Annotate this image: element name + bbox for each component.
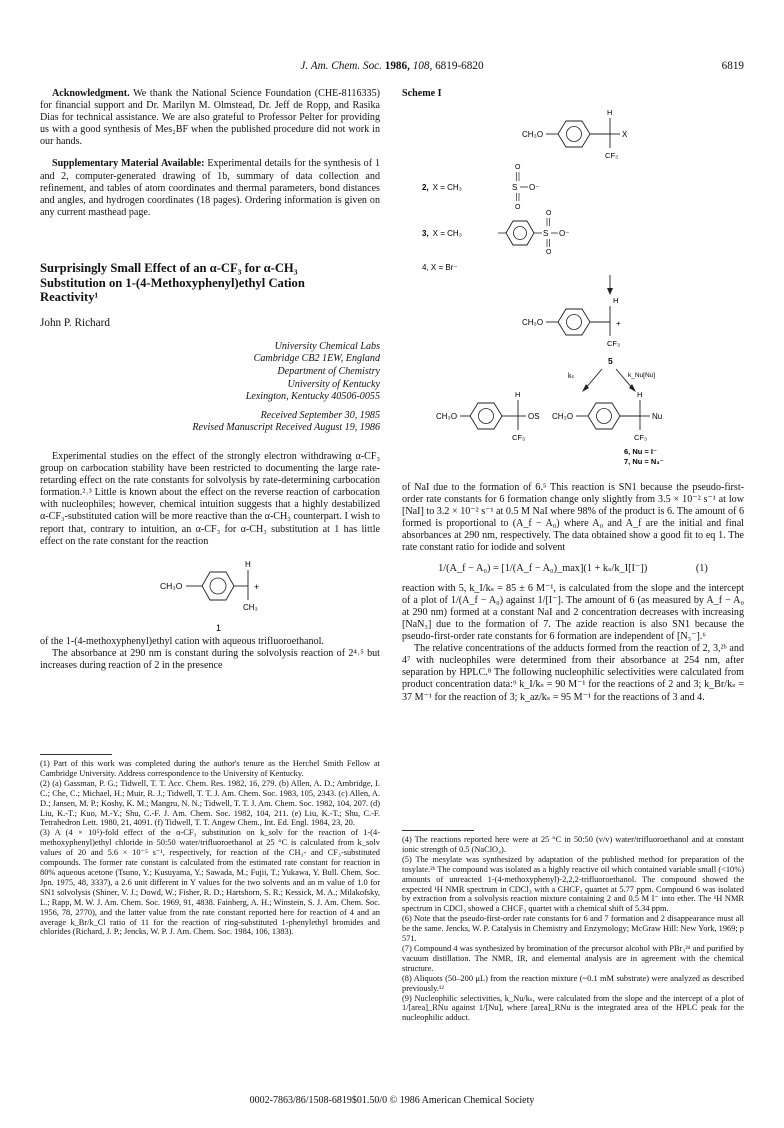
structure-1-drawing xyxy=(40,548,380,636)
svg-text:O⁻: O⁻ xyxy=(559,229,570,238)
svg-text:CH₃: CH₃ xyxy=(243,602,258,612)
footnote: (1) Part of this work was completed during the author's tenure as the Herchel Smith Fellow at Cambridge University. Address correspondence to the University of Kentucky. xyxy=(40,759,380,778)
revised-date: Revised Manuscript Received August 19, 1986 xyxy=(192,422,380,434)
body-paragraph: reaction with 5, k_I/kₛ = 85 ± 6 M⁻¹, is calculated from the slope and the intercept of a plot of 1/(A_f − A₀) against 1/[I⁻]. The amount of 6 (as measured by A_f − A₀ at 290 nm) formed at a constant NaI and 2 concentration decreases with increasing [NaN₃] due to the formation of 7. The azide reaction is also SN1 because the pseudo-first-order rate constants for 6 formation are independent of [N₃⁻].⁶ xyxy=(402,582,744,643)
scheme-item-3: 3, X = CH₃ xyxy=(422,229,462,238)
body-paragraph: The absorbance at 290 nm is constant during the solvolysis reaction of 2⁴˒⁵ but increases during reaction of 2 in the presence xyxy=(40,647,380,671)
svg-text:O: O xyxy=(515,164,521,171)
footnote-rule xyxy=(40,754,112,755)
footnotes-right xyxy=(402,830,744,1023)
footnote: (5) The mesylate was synthesized by adaptation of the published method for preparation of the tosylate.²ᵇ The compound was isolated as a highly reactive oil which contained variable small (<10%) amounts of unreacted 1-(4-methoxyphenyl)-2,2,2-trifluoroethanol. The compound showed the expected ¹H NMR spectrum in CDCl₃ with a CHCF₃ quartet at 5.77 ppm. Compound 6 was isolated by extraction from a solvolysis reaction mixture containing 2 and 0.5 M I⁻ into ether. The ¹H NMR spectrum in CDCl₃ showed a CHCF₃ quartet with a chemical shift of 5.34 ppm. xyxy=(402,854,744,914)
svg-text:+: + xyxy=(254,581,260,592)
page-number: 6819 xyxy=(721,60,744,72)
structure-1 xyxy=(40,548,380,636)
body-paragraph: of NaI due to the formation of 6.⁵ This reaction is SN1 because the pseudo-first-order rate constants for 6 formation change only slightly from 3.5 × 10⁻² s⁻¹ at low [NaI] to 3.2 × 10⁻² s⁻¹ at 0.5 M NaI where 98% of the product is 6. The amount of 6 formed is proportional to (A_f − A₀) where A₀ and A_f are the initial and final absorbances at 290 nm, respectively. The data obtained show a good fit to eq 1. The rate constant ratio for iodide and solvent xyxy=(402,482,744,554)
svg-text:O: O xyxy=(546,210,552,217)
compound-label-6: 6, Nu = I⁻ xyxy=(624,447,657,456)
scheme-label: Scheme I xyxy=(402,88,442,99)
scheme-item-2: 2, X = CH₃ xyxy=(422,183,462,192)
svg-text:H: H xyxy=(607,108,613,117)
svg-text:CH₃O: CH₃O xyxy=(552,412,574,421)
svg-text:CF₃: CF₃ xyxy=(634,433,648,442)
scheme-1 xyxy=(402,88,744,476)
article-title: Surprisingly Small Effect of an α-CF₃ for α-CH₃ Substitution on 1-(4-Methoxyphenyl)ethyl Cation Reactivity¹ xyxy=(40,260,305,305)
svg-text:CH₃O: CH₃O xyxy=(436,412,458,421)
footnote: (3) A (4 × 10⁵)-fold effect of the α-CF₃ substitution on k_solv for the reaction of 1-(4-methoxyphenyl)ethyl chloride in 50:50 water/trifluoroethanol at 25 °C is calculated from k_solv values of 20 and 5.6 × 10⁻⁵ s⁻¹, respectively, for reaction of the CH₃- and CF₃-substituted compounds. The former rate constant is calculated from the estimated rate constant for reaction in 80% aqueous acetone (Tsuno, Y.; Kusuyama, Y.; Sawada, M.; Fujii, T.; Yukawa, Y. Bull. Chem. Soc. Jpn. 1975, 48, 3337), a 2.6 unit different in Y values for the two solvents and an m value of 1.0 for SN1 solvolysis (Shiner, V. J.; Dowd, W.; Fisher, R. D.; Hartshorn, S. R.; Kessick, M. A.; Milakofsky, L.; Rapp, M. W. J. Am. Chem. Soc. 1969, 91, 4838. Fainberg, A. H.; Winstein, S. J. Am. Chem. Soc. 1956, 78, 2770), and the latter value from the rate constant reported here for reaction of 4 and an average k_Br/k_Cl ratio of 11 for the reaction of ring-substituted 1-phenylethyl bromides and chlorides (Richard, J. P.; Jencks, W. P. J. Am. Chem. Soc. 1984, 106, 1383). xyxy=(40,828,380,937)
compound-label-5: 5 xyxy=(608,356,613,366)
svg-text:H: H xyxy=(245,559,251,569)
running-header xyxy=(40,60,744,76)
svg-text:OS: OS xyxy=(528,412,540,421)
footnote: (4) The reactions reported here were at 25 °C in 50:50 (v/v) water/trifluoroethanol and at constant ionic strength of 0.5 (NaClO₄). xyxy=(402,835,744,854)
left-column xyxy=(40,88,380,672)
svg-text:CH₃O: CH₃O xyxy=(160,580,183,591)
svg-text:Nu: Nu xyxy=(652,412,663,421)
equation-1: 1/(A_f − A₀) = [1/(A_f − A₀)_max](1 + kₛ/k_I[I⁻]) (1) xyxy=(438,562,708,574)
svg-text:H: H xyxy=(637,390,643,399)
svg-text:X: X xyxy=(622,130,628,139)
svg-text:k_Nu[Nu]: k_Nu[Nu] xyxy=(628,372,656,379)
footnote: (9) Nucleophilic selectivities, k_Nu/kₛ, were calculated from the slope and the intercept of a plot of 1/[area]_RNu against 1/[Nu], where [area]_RNu is the integrated area of the HPLC peak for the nucleophilic adduct. xyxy=(402,993,744,1023)
svg-text:S: S xyxy=(512,183,518,192)
body-paragraph: The relative concentrations of the adducts formed from the reaction of 2, 3,²ᵇ and 4⁷ with nucleophiles were determined from their absorbance at 254 nm, after separation by HPLC.⁸ The following nucleophilic selectivities were calculated from product concentration data:⁹ k_I/kₛ = 90 M⁻¹ for the reactions of 2 and 3; k_Br/kₛ = 37 M⁻¹ for the reaction of 3; k_az/kₛ = 95 M⁻¹ for the reactions of 3 and 4. xyxy=(402,643,744,703)
footnote: (2) (a) Gassman, P. G.; Tidwell, T. T. Acc. Chem. Res. 1982, 16, 279. (b) Allen, A. D.; Ambridge, I. C.; Che, C.; Michael, H.; Muir, R. J.; Tidwell, T. T. J. Am. Chem. Soc. 1983, 105, 2343. (c) Allen, A. D.; Jansen, M. P.; Koshy, K. M.; Mangru, N. N.; Tidwell, T. T. J. Am. Chem. Soc. 1982, 104, 207. (d) Liu, K.-T.; Kuo, M.-Y.; Shu, C.-F. J. Am. Chem. Soc. 1982, 104, 211. (e) Liu, K.-T.; Shu, C.-F. Tetrahedron Lett. 1980, 21, 4091. (f) Tidwell, T. T. Angew Chem., Int. Ed. Engl. 1984, 23, 20. xyxy=(40,778,380,828)
footnotes-left xyxy=(40,754,380,937)
right-column xyxy=(402,482,744,704)
svg-text:CF₃: CF₃ xyxy=(512,433,526,442)
svg-text:CH₃O: CH₃O xyxy=(522,130,544,139)
page-footer: 0002-7863/86/1508-6819$01.50/0 © 1986 American Chemical Society xyxy=(249,1095,535,1106)
svg-text:kₛ: kₛ xyxy=(568,373,575,380)
footnote: (8) Aliquots (50–200 μL) from the reaction mixture (~0.1 mM substrate) were analyzed as described previously.¹² xyxy=(402,973,744,993)
scheme-1-drawing xyxy=(402,102,744,474)
footnote: (7) Compound 4 was synthesized by bromination of the precursor alcohol with PBr₃²ᵈ and purified by vacuum distillation. The NMR, IR, and elemental analysis are in agreement with the chemical structure. xyxy=(402,943,744,973)
svg-text:S: S xyxy=(543,229,549,238)
received-date: Received September 30, 1985 xyxy=(260,409,380,421)
svg-text:O: O xyxy=(515,204,521,211)
svg-text:H: H xyxy=(613,296,619,305)
svg-text:+: + xyxy=(616,319,621,328)
supplementary-material: Supplementary Material Available: Experimental details for the synthesis of 1 and 2, computer-generated drawing of 1b, summary of data collection and refinement, and tables of atom coordinates and thermal parameters, bond distances and angles, and hydrogen coordinates (18 pages). Ordering information is given on any current masthead page. xyxy=(40,158,380,218)
svg-text:H: H xyxy=(515,390,521,399)
acknowledgment: Acknowledgment. We thank the National Science Foundation (CHE-8116335) for financial support and Dr. Marilyn M. Olmstead, Dr. Jeff de Ropp, and Rasika Dias for technical assistance. We are also grateful to Professor Pelter for providing us with a good synthesis of Mes₂BF when the published procedure did not work in our hands. xyxy=(40,88,380,148)
svg-text:O⁻: O⁻ xyxy=(529,183,540,192)
body-paragraph: of the 1-(4-methoxyphenyl)ethyl cation with aqueous trifluoroethanol. xyxy=(40,635,324,647)
footnote-rule xyxy=(402,830,474,831)
scheme-item-4: 4, X = Br⁻ xyxy=(422,263,458,272)
body-paragraph: Experimental studies on the effect of the strongly electron withdrawing α-CF₃ group on carbocation stability have been restricted to documenting the large rate-retarding effect on the rate constants for solvolysis by rate-determining carbocation formation.²˒³ Little is known about the effect on the reverse reaction of carbocation with nucleophiles; however, chemical intuition suggests that a highly destabilized α-CF₃-substituted cation will be more reactive than the α-CH₃ counterpart. I wish to report that, contrary to intuition, an α-CF₃ for α-CH₃ substitution at 1 has little effect on the rate constant for the reaction xyxy=(40,450,380,547)
journal-citation: J. Am. Chem. Soc. 1986, 108, 6819-6820 xyxy=(300,60,484,72)
svg-text:CH₃O: CH₃O xyxy=(522,318,544,327)
svg-text:CF₃: CF₃ xyxy=(605,151,619,160)
svg-text:CF₃: CF₃ xyxy=(607,339,621,348)
svg-text:O: O xyxy=(546,249,552,256)
compound-label-7: 7, Nu = N₃⁻ xyxy=(624,457,664,466)
author-name: John P. Richard xyxy=(40,316,110,329)
affiliation: University Chemical Labs Cambridge CB2 1EW, England Department of Chemistry University of Kentucky Lexington, Kentucky 40506-0055 Received September 30, 1985 Revised Manuscript Received August 19, 1986 xyxy=(40,341,380,435)
compound-label-1: 1 xyxy=(216,622,222,633)
footnote: (6) Note that the pseudo-first-order rate constants for 6 and 7 formation and 2 disappearance must all be the same. Jencks, W. P. Catalysis in Chemistry and Enzymology; McGraw Hill: New York, 1969; p 571. xyxy=(402,914,744,944)
